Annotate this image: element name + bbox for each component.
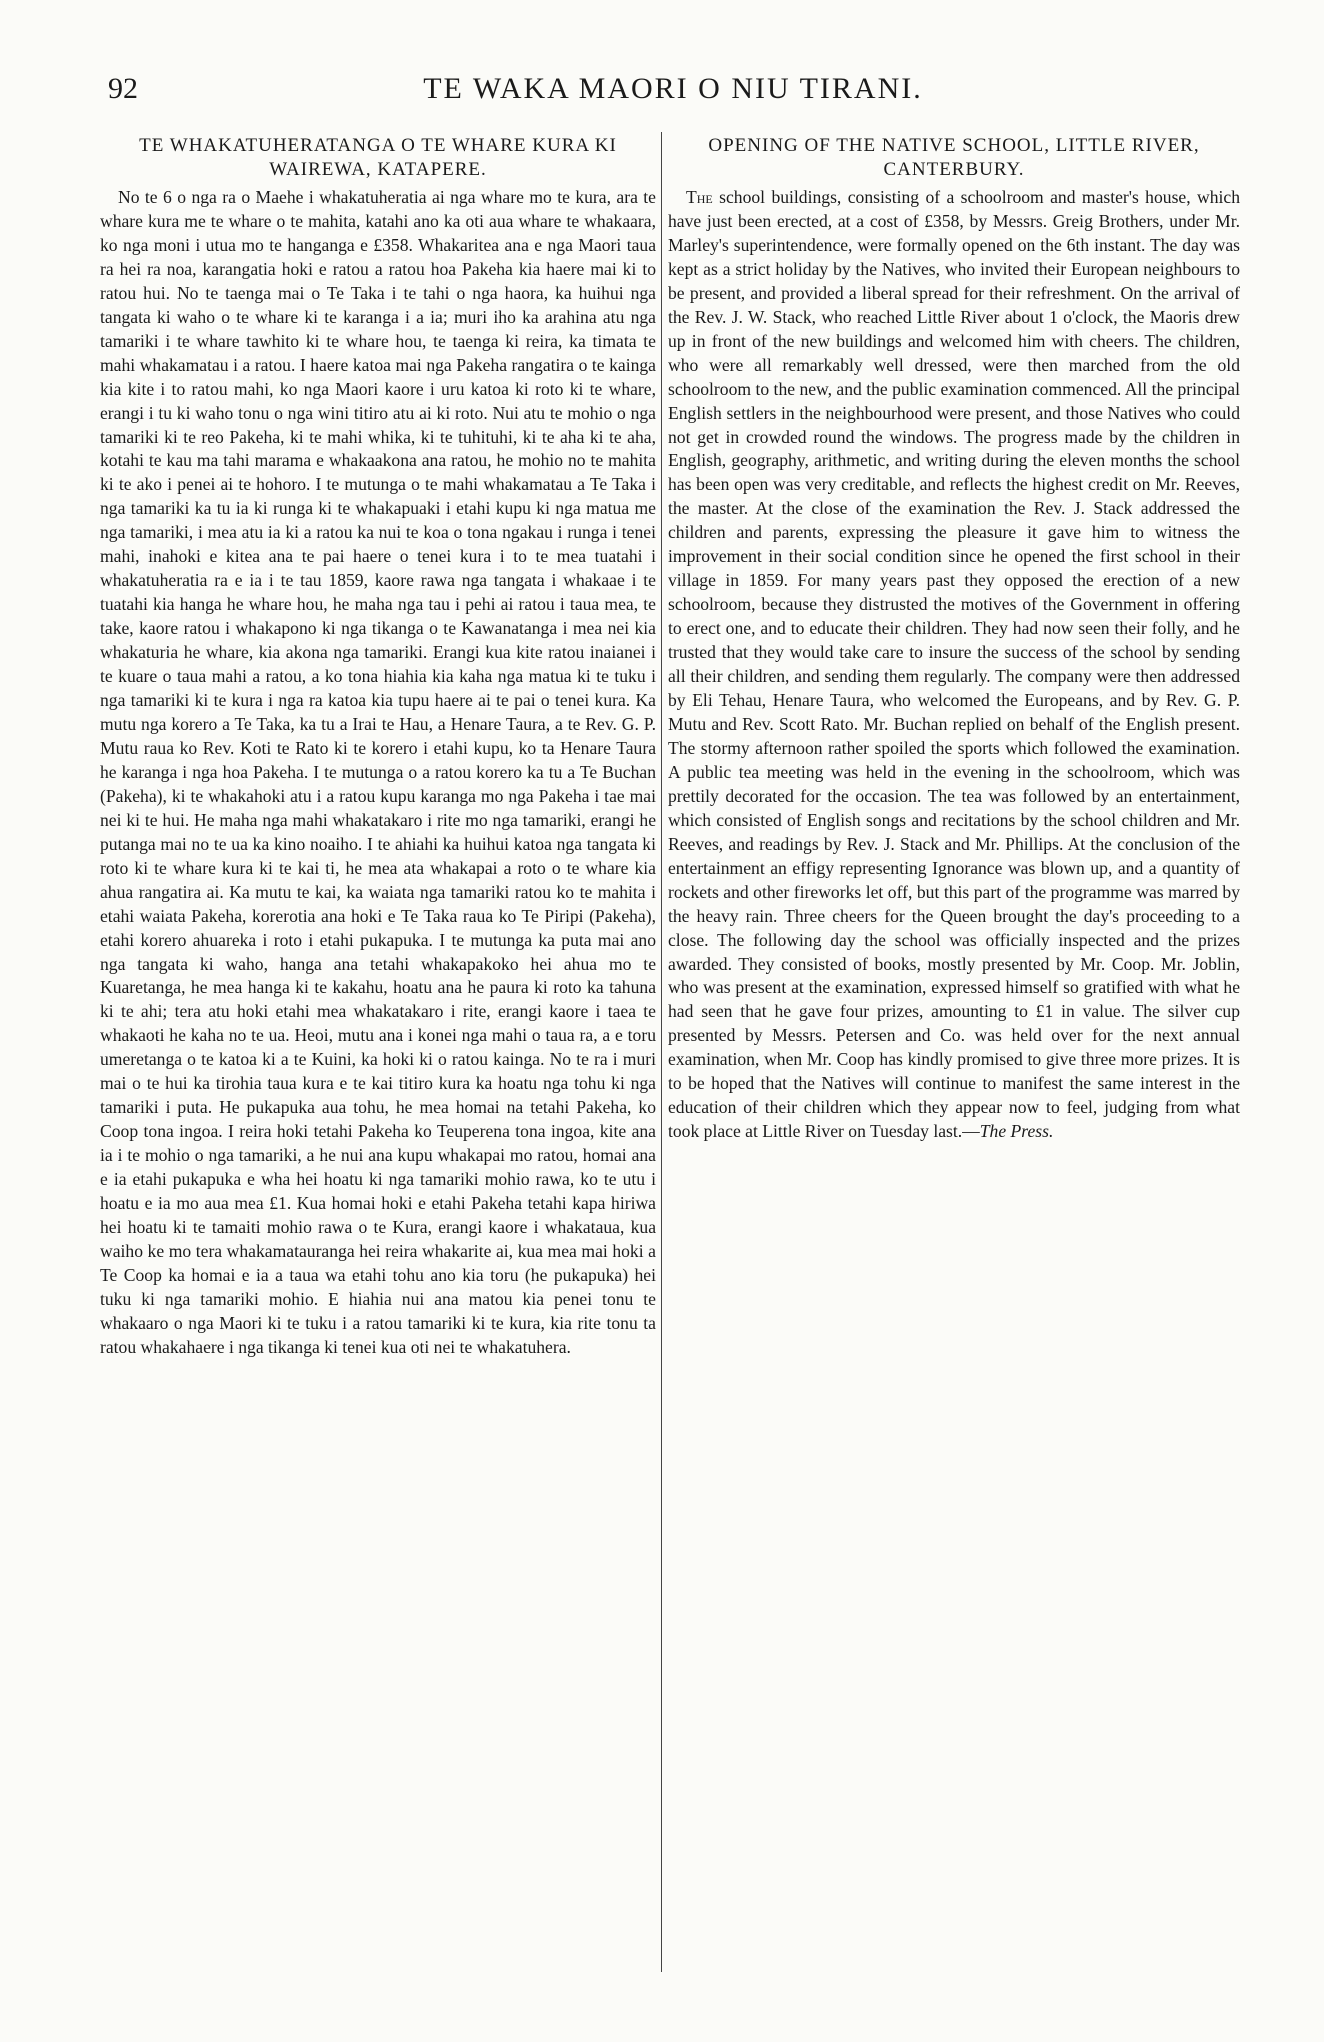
maori-article-heading: TE WHAKATUHERATANGA O TE WHARE KURA KI WAIREWA, KATAPERE. <box>139 135 617 180</box>
maori-article-body: No te 6 o nga ra o Maehe i whakatuheratia ai nga whare mo te kura, ara te whare kura me te whare o te mahita, katahi ano ka oti aua whare te whakaara, ko nga moni i utua mo te hanganga e £358. Whakaritea ana e nga Maori taua ra hei ra noa, karangatia hoki e ratou a ratou hoa Pakeha kia haere mai ki to ratou hui. No te taenga mai o Te Taka i te tahi o nga haora, ka huihui nga tangata ki waho o te whare ki te karanga i a ia; muri iho ka arahina atu nga tamariki i te whare tawhito ki te whare hou, te taenga ki reira, ka timata te mahi whakamatau i a ratou. I haere katoa mai nga Pakeha rangatira o te kainga kia kite i to ratou mahi, ko nga Maori kaore i uru katoa ki roto ki te whare, erangi i tu ki waho tonu o nga wini titiro atu ai ki roto. Nui atu te mohio o nga tamariki ki te reo Pakeha, ki te mahi whika, ki te tuhituhi, ki te aha ki te aha, kotahi te kau ma tahi marama e whakaakona ana ratou, he mohio no te mahita ki te ako i penei ai te hohoro. I te mutunga o te mahi whakamatau a Te Taka i nga tamariki ka tu ia ki runga ki te whakapuaki i etahi kupu ki nga matua me nga tamariki, i mea atu ia ki a ratou ka nui te koa o tona ngakau i runga i tenei mahi, inahoki e kitea ana te pai haere o tenei kura i to te mea tuatahi i whakatuheratia ra e ia i te tau 1859, kaore rawa nga tangata i whakaae i te tuatahi kia hanga he whare hou, he maha nga tau i pehi ai ratou i taua mea, te take, kaore ratou i whakapono ki nga tikanga o te Kawanatanga i mea nei kia whakaturia he whare, kia akona nga tamariki. Erangi kua kite ratou inaianei i te kuare o taua mahi a ratou, a ko tona hiahia kia kaha nga matua ki te tuku i nga tamariki ki te kura i nga ra katoa kia tupu haere ai te pai o tenei kura. Ka mutu nga korero a Te Taka, ka tu a Irai te Hau, a Henare Taura, a te Rev. G. P. Mutu raua ko Rev. Koti te Rato ki te korero i etahi kupu, ko ta Henare Taura he karanga i nga hoa Pakeha. I te mutunga o a ratou korero ka tu a Te Buchan (Pakeha), ki te whakahoki atu i a ratou kupu karanga mo nga Pakeha i tae mai nei ki te hui. He maha nga mahi whakatakaro i rite mo nga tamariki, erangi he putanga mai no te ua ka kino noaiho. I te ahiahi ka huihui katoa nga tangata ki roto ki te whare kura ki te kai ti, he mea ata whakapai a roto o te whare kia ahua rangatira ai. Ka mutu te kai, ka waiata nga tamariki ratou ko te mahita i etahi waiata Pakeha, korerotia ana hoki e Te Taka raua ko Te Piripi (Pakeha), etahi korero ahuareka i roto i etahi pukapuka. I te mutunga ka puta mai ano nga tangata ki waho, hanga ana tetahi whakapakoko hei ahua mo te Kuaretanga, he mea hanga ki te kakahu, hoatu ana he paura ki roto ka tahuna ki te ahi; tera atu hoki etahi mea whakatakaro i rite, erangi kaore i taea te whakaoti he kaha no te ua. Heoi, mutu ana i konei nga mahi o taua ra, a e toru umeretanga o te katoa ki a te Kuini, ka hoki ki o ratou kainga. No te ra i muri mai o te hui ka tirohia taua kura e te kai titiro kura ka hoatu nga tohu ki nga tamariki i puta. He pukapuka aua tohu, he mea homai na tetahi Pakeha, ko Coop tona ingoa. I reira hoki tetahi Pakeha ko Teuperena tona ingoa, kite ana ia i te mohio o nga tamariki, a he nui ana kupu whakapai mo ratou, homai ana e ia etahi pukapuka e wha hei hoatu ki nga tamariki mohio rawa, ko te utu i hoatu e ia mo aua mea £1. Kua homai hoki e etahi Pakeha tetahi kapa hiriwa hei hoatu ki te tamaiti mohio rawa o te Kura, erangi kaore i whakataua, kua waiho ke mo tera whakamatauranga hei reira whakarite ai, kua mea mai hoki a Te Coop ka homai e ia a taua wa etahi tohu ano kia toru (he pukapuka) hei tuku ki nga tamariki mohio. E hiahia nui ana matou kia penei tonu te whakaaro o nga Maori ki te tuku i a ratou tamariki ki te kura, kia rite tonu ta ratou whakahaere i nga tikanga ki tenei kua oti nei te whakatuhera. <box>100 187 656 1357</box>
english-article-paragraph <box>668 186 1240 1144</box>
column-divider <box>661 132 662 1972</box>
english-article-lead-word: The <box>686 187 713 207</box>
page-number: 92 <box>108 72 138 105</box>
english-article-body: school buildings, consisting of a schoolroom and master's house, which have just been erected, at a cost of £358, by Messrs. Greig Brothers, under Mr. Marley's superintendence, were formally opened on the 6th instant. The day was kept as a strict holiday by the Natives, who invited their European neighbours to be present, and provided a liberal spread for their refreshment. On the arrival of the Rev. J. W. Stack, who reached Little River about 1 o'clock, the Maoris drew up in front of the new buildings and welcomed him with cheers. The children, who were all remarkably well dressed, were then marched from the old schoolroom to the new, and the public examination commenced. All the principal English settlers in the neighbourhood were present, and those Natives who could not get in crowded round the windows. The progress made by the children in English, geography, arithmetic, and writing during the eleven months the school has been open was very creditable, and reflects the highest credit on Mr. Reeves, the master. At the close of the examination the Rev. J. Stack addressed the children and parents, expressing the pleasure it gave him to witness the improvement in their social condition since he opened the first school in their village in 1859. For many years past they opposed the erection of a new schoolroom, because they distrusted the motives of the Government in offering to erect one, and to educate their children. They had now seen their folly, and he trusted that they would take care to insure the success of the school by sending all their children, and sending them regularly. The company were then addressed by Eli Tehau, Henare Taura, who welcomed the Europeans, and by Rev. G. P. Mutu and Rev. Scott Rato. Mr. Buchan replied on behalf of the English present. The stormy afternoon rather spoiled the sports which followed the examination. A public tea meeting was held in the evening in the schoolroom, which was prettily decorated for the occasion. The tea was followed by an entertainment, which consisted of English songs and recitations by the school children and Mr. Reeves, and readings by Rev. J. Stack and Mr. Phillips. At the conclusion of the entertainment an effigy representing Ignorance was blown up, and a quantity of rockets and other fireworks let off, but this part of the programme was marred by the heavy rain. Three cheers for the Queen brought the day's proceeding to a close. The following day the school was officially inspected and the prizes awarded. They consisted of books, mostly presented by Mr. Coop. Mr. Joblin, who was present at the examination, expressed himself so gratified with what he had seen that he gave four prizes, amounting to £1 in value. The silver cup presented by Messrs. Petersen and Co. was held over for the next annual examination, when Mr. Coop has kindly promised to give three more prizes. It is to be hoped that the Natives will continue to manifest the same interest in the education of their children which they appear now to feel, judging from what took place at Little River on Tuesday last.— <box>668 187 1240 1142</box>
english-article <box>668 134 1240 1144</box>
maori-article <box>100 134 656 1360</box>
running-title: TE WAKA MAORI O NIU TIRANI. <box>423 72 923 105</box>
page-header <box>108 72 1238 112</box>
english-article-heading: OPENING OF THE NATIVE SCHOOL, LITTLE RIVER, CANTERBURY. <box>708 135 1200 180</box>
english-article-source: The Press. <box>979 1121 1054 1142</box>
